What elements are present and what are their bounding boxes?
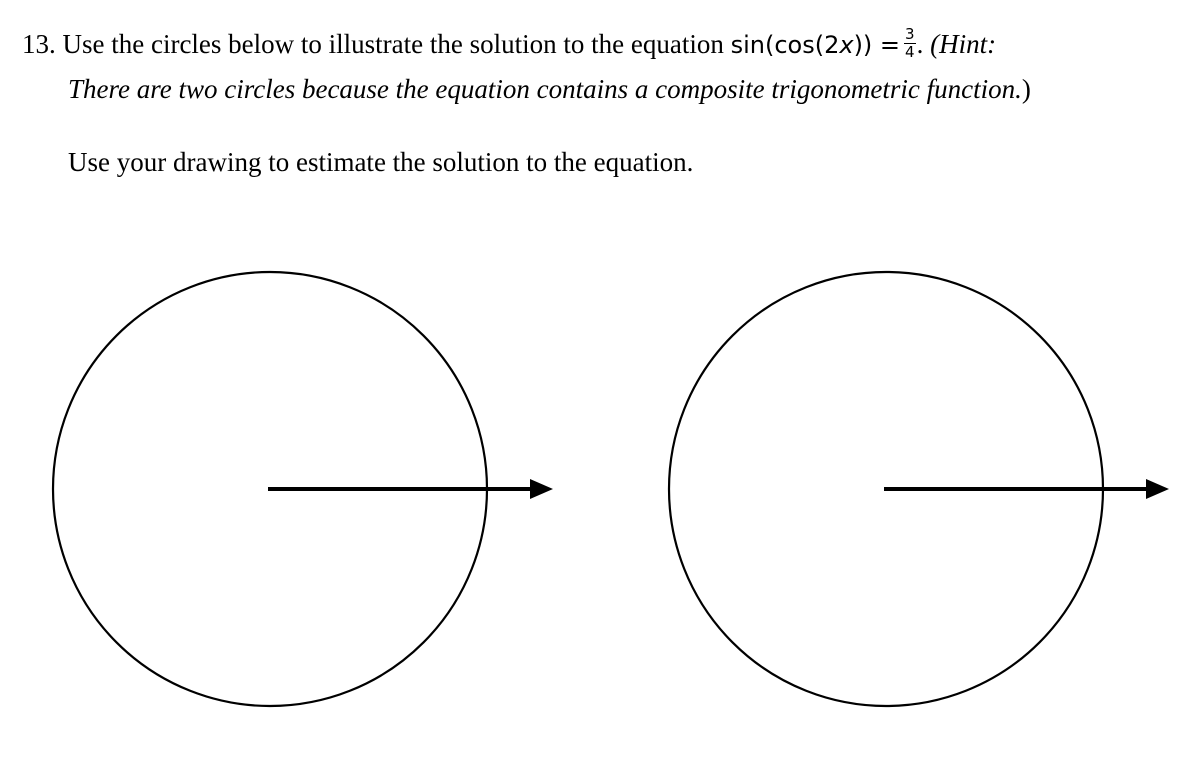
- question-text: Use the circles below to illustrate the solution to the equation: [62, 29, 724, 59]
- question-number: 13.: [22, 29, 56, 59]
- left-arrowhead: [530, 479, 553, 499]
- hint-close: ): [1021, 74, 1031, 104]
- right-arrowhead: [1146, 479, 1169, 499]
- equation-period: .: [916, 29, 924, 59]
- hint-label: (Hint:: [930, 29, 997, 59]
- hint-body: There are two circles because the equation contains a composite trigonometric function.: [68, 74, 1022, 104]
- right-circle-group: [669, 272, 1169, 706]
- equation-lhs-suffix: )) =: [853, 31, 901, 59]
- fraction-denominator: 4: [905, 43, 915, 62]
- fraction-numerator: 3: [905, 25, 915, 44]
- instruction-text: Use your drawing to estimate the solution to the equation.: [68, 147, 694, 177]
- left-circle-group: [53, 272, 553, 706]
- equation-lhs-prefix: sin(cos(2: [730, 31, 840, 59]
- equation-variable: x: [839, 31, 854, 59]
